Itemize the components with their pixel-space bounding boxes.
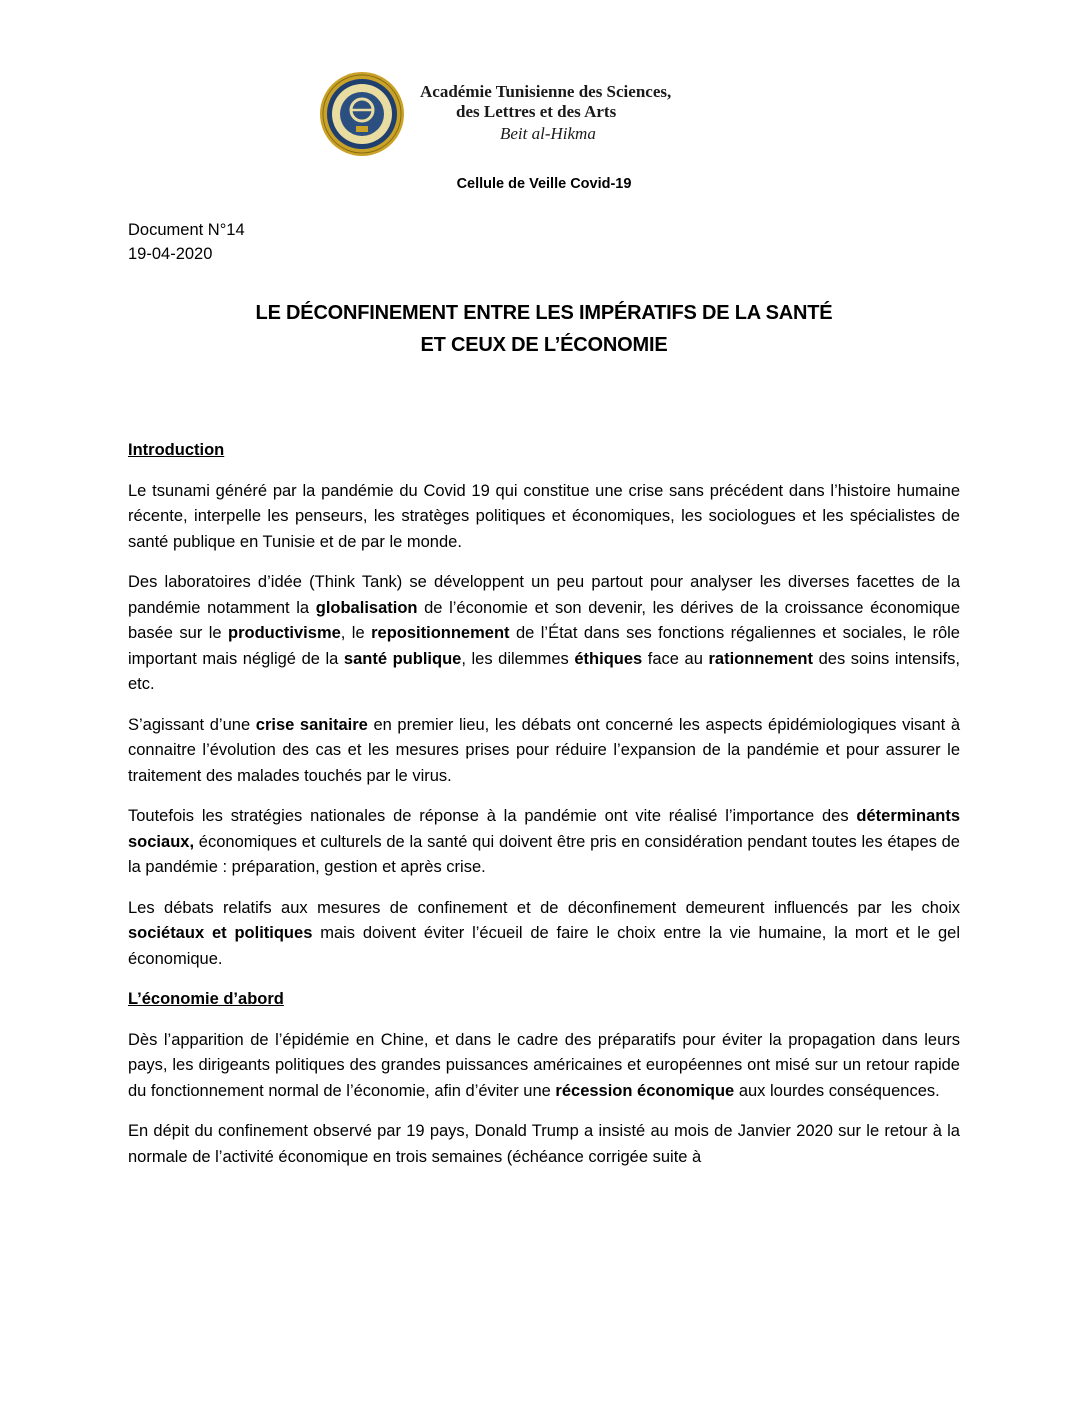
cellule-heading: Cellule de Veille Covid-19 bbox=[456, 176, 632, 192]
paragraph-5 bbox=[128, 896, 960, 973]
text-run: , les dilemmes bbox=[461, 649, 575, 668]
bold-run: déterminants sociaux, bbox=[128, 807, 960, 851]
title-line1: LE DÉCONFINEMENT ENTRE LES IMPÉRATIFS DE LA SANTÉ bbox=[255, 302, 833, 324]
paragraph-6 bbox=[128, 1028, 960, 1105]
academy-seal-logo bbox=[316, 70, 408, 158]
text-run: S’agissant d’une bbox=[128, 715, 256, 734]
paragraph-3 bbox=[128, 713, 960, 790]
bold-run: récession économique bbox=[555, 1081, 735, 1100]
paragraph-4 bbox=[128, 804, 960, 881]
introduction-heading: Introduction bbox=[128, 441, 225, 459]
paragraph-2 bbox=[128, 570, 960, 698]
academy-name-line2: des Lettres et des Arts bbox=[456, 102, 617, 121]
economie-heading: L’économie d’abord bbox=[128, 990, 284, 1008]
bold-run: crise sanitaire bbox=[255, 715, 368, 734]
document-body bbox=[128, 438, 960, 1185]
text-run: aux lourdes conséquences. bbox=[734, 1081, 940, 1100]
paragraph-7: En dépit du confinement observé par 19 pays, Donald Trump a insisté au mois de Janvier 2020 sur le retour à la normale de l’activité économique en trois semaines (échéance corrigée suite à bbox=[128, 1122, 960, 1166]
text-run: des soins intensifs, etc. bbox=[128, 649, 960, 693]
document-meta bbox=[128, 218, 245, 266]
document-number: Document N°14 bbox=[128, 221, 245, 239]
title-line2: ET CEUX DE L’ÉCONOMIE bbox=[420, 334, 668, 356]
academy-name-line3: Beit al-Hikma bbox=[500, 124, 596, 143]
text-run: face au bbox=[642, 649, 709, 668]
document-title bbox=[0, 297, 1088, 361]
text-run: en premier lieu, les débats ont concerné les aspects épidémiologiques visant à connaitre l’évolution des cas et les mesures prises pour réduire l’expansion de la pandémie et pour assurer le traitement des malades touchés par le virus. bbox=[128, 715, 961, 785]
text-run: de l’État dans ses fonctions régaliennes et sociales, le rôle important mais négligé de la bbox=[128, 624, 960, 668]
text-run: Toutefois les stratégies nationales de réponse à la pandémie ont vite réalisé l’importance des bbox=[128, 807, 857, 825]
letterhead bbox=[316, 70, 716, 160]
text-run: Les débats relatifs aux mesures de confinement et de déconfinement demeurent influencés par les choix bbox=[128, 898, 960, 917]
text-run: Dès l’apparition de l’épidémie en Chine, et dans le cadre des préparatifs pour éviter la propagation dans leurs pays, les dirigeants politiques des grandes puissances américaines et européennes ont misé sur un retour rapide du fonctionnement normal de l’économie, afin d’éviter une bbox=[128, 1030, 960, 1100]
text-run: Des laboratoires d’idée (Think Tank) se développent un peu partout pour analyser les diverses facettes de la pandémie notamment la bbox=[128, 573, 960, 617]
bold-run: éthiques bbox=[574, 649, 643, 668]
document-date: 19-04-2020 bbox=[128, 245, 213, 263]
bold-run: santé publique bbox=[343, 649, 462, 668]
academy-name bbox=[420, 82, 720, 144]
paragraph-1: Le tsunami généré par la pandémie du Covid 19 qui constitue une crise sans précédent dans l’histoire humaine récente, interpelle les penseurs, les stratèges politiques et économiques, les sociologues et les spécialistes de santé publique en Tunisie et de par le monde. bbox=[128, 481, 960, 551]
bold-run: rationnement bbox=[708, 649, 814, 668]
text-run: mais doivent éviter l’écueil de faire le choix entre la vie humaine, la mort et le gel économique. bbox=[128, 924, 961, 968]
text-run: de l’économie et son devenir, les dérives de la croissance économique basée sur le bbox=[128, 598, 960, 642]
bold-run: sociétaux et politiques bbox=[128, 924, 313, 942]
bold-run: globalisation bbox=[315, 598, 418, 617]
text-run: économiques et culturels de la santé qui doivent être pris en considération pendant toutes les étapes de la pandémie : préparation, gestion et après crise. bbox=[128, 832, 960, 876]
bold-run: productivisme bbox=[228, 624, 341, 642]
text-run: , le bbox=[340, 624, 372, 642]
bold-run: repositionnement bbox=[371, 624, 510, 642]
academy-name-line1: Académie Tunisienne des Sciences, bbox=[420, 82, 672, 101]
